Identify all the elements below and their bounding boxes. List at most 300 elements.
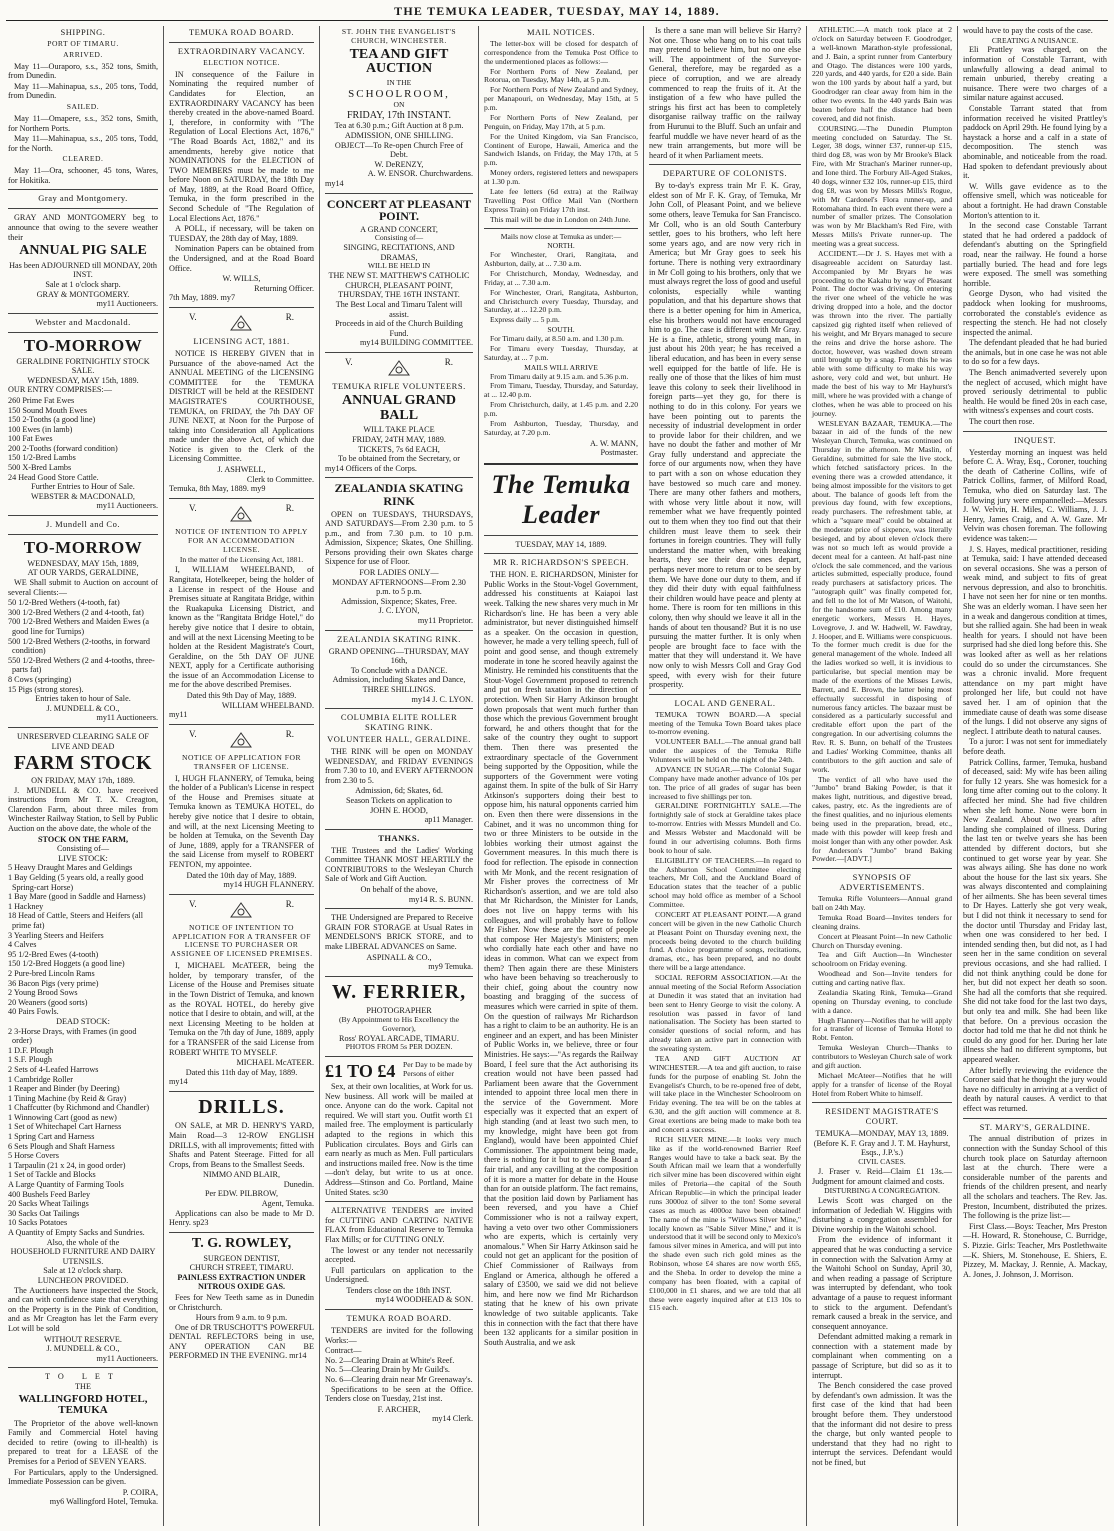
ad-text: Fees for New Teeth same as in Dunedin or Christchurch. [169, 1292, 314, 1312]
stock-list-item: 4 Calves [8, 940, 37, 950]
synopsis-item: Concert at Pleasant Point—In new Catholic Church on Thursday evening. [812, 931, 952, 950]
divider [169, 42, 314, 43]
stock-list-item: 260 Prime Fat Ewes [8, 395, 75, 405]
ad-text: SCHOOLROOM, [348, 88, 450, 100]
column-6 [809, 26, 955, 1526]
ad-text: The Best Local and Timaru Talent will assist. [335, 300, 463, 319]
ad-signature: my11 Auctioneers. [96, 501, 158, 511]
paragraph: To a juror: I was not sent for immediately before death. [963, 737, 1107, 756]
ad-text: PHOTOS FROM 5s PER DOZEN. [345, 1042, 453, 1052]
article-heading: INQUEST. [1014, 434, 1056, 445]
ad-text: HOUSEHOLD FURNITURE AND DAIRY UTENSILS. [10, 1247, 156, 1266]
crest-letter-v: V. [189, 312, 197, 322]
ad-text: On behalf of the above, [360, 885, 438, 895]
divider [169, 724, 314, 725]
article-text: Mails now close at Temuka as under:— [500, 232, 622, 242]
stock-list-item: 10 Sacks Potatoes [8, 1218, 68, 1228]
ad-text: The lowest or any tender not necessarily accepted. [325, 1245, 473, 1265]
crest-letter-r: R. [285, 898, 294, 909]
ad-text: WILL TAKE PLACE [363, 425, 435, 435]
ad-signature: my11 Auctioneers. [96, 713, 158, 723]
ad-text: Has been ADJOURNED till MONDAY, 20th INST. [9, 260, 157, 280]
subheading: CIVIL CASES. [858, 1157, 906, 1167]
ad-signature: J. MUNDELL & CO., [46, 1344, 120, 1354]
ad-text: Also, the whole of the [46, 1237, 120, 1247]
ad-code: my14 [325, 178, 344, 188]
column-rule [478, 26, 479, 1526]
ad-text: Admission, 6d; Skates, 6d. [355, 786, 443, 796]
royal-crest-icon [228, 901, 254, 919]
ad-text: GRAND OPENING—THURSDAY, MAY 16th, [328, 646, 470, 666]
ad-signature: Per EDW. PILBROW, [204, 1189, 279, 1199]
article-text: J. Fraser v. Reid—Claim £1 13s.—Judgment for amount claimed and costs. [812, 1166, 952, 1186]
stock-list-item: 24 Head Good Store Cattle. [8, 472, 99, 482]
ad-signature: my9 Temuka. [428, 962, 473, 972]
article-text: ACCIDENT.—Dr J. S. Hayes met with a disagreeable accident on Saturday last. Accompanied by Mr Bryars he was proceeding to the Kakahu by way of Pleasant Point. The doctor was driving. On entering the river one wheel of the vehicle he was driving dropped into a hole, and the doctor was thrown into the river. The partially capsized gig righted itself when relieved of his weight, and Mr Bryars managed to secure the reins and drive the horse ashore. The doctor, however, was washed down stream until brought up by a snag. From this he was able with some difficulty to make his way ashore, very cold and wet, but unhurt. He made the best of his way to Mr Hayhurst's mill, where he was provided with a change of clothes, when he was able to proceed on his journey. [812, 248, 952, 418]
column-rule [957, 26, 958, 1526]
stock-list-item: 5 Heavy Draught Mares and Geldings [8, 863, 133, 873]
divider [484, 228, 638, 229]
ad-text: OPEN on TUESDAYS, THURSDAYS, AND SATURDAYS—From 2.30 p.m. to 5 p.m., and from 7.30 p.m. to 10 p.m. Admission, Sixpence; Skates, One Shilling. Persons providing their own Skates charge Sixpence for use of Floor. [325, 509, 473, 567]
divider [325, 352, 473, 353]
column-5 [646, 26, 804, 1526]
local-news-item: VOLUNTEER BALL.—The annual grand ball under the auspices of the Temuka Rifle Volunteers will be held on the night of the 24th. [649, 737, 801, 765]
notice-heading: TEMUKA ROAD BOARD. [188, 27, 295, 37]
ad-title: TO-MORROW [23, 537, 143, 557]
works-list [325, 1356, 473, 1385]
notice-signature: MICHAEL McATEER. [236, 1058, 314, 1068]
stock-list-item: 150 Sound Mouth Ewes [8, 405, 87, 415]
synopsis-item: Temuka Rifle Volunteers—Annual grand ball on 24th May. [812, 894, 952, 912]
paragraph: Lewis Scott was charged on the information of Jedediah W. Higgins with disturbing a congregation assembled for Divine worship in the Waitohi school. [812, 1195, 952, 1234]
royal-crest-row [169, 729, 314, 751]
mail-item: From Ashburton, Tuesday, Thursday, and Saturday, at 7.20 p.m. [484, 418, 638, 437]
ad-text: GRAY AND MONTGOMERY beg to announce that owing to the severe weather their [8, 213, 158, 242]
ad-text: OBJECT—To Re-open Church Free of Debt. [334, 140, 464, 160]
mail-list [484, 251, 638, 325]
ad-signature: A. W. ENSOR. Churchwardens. [367, 169, 473, 179]
ad-signature: my11 Auctioneers. [96, 299, 158, 309]
ad-text: Contract— [325, 1346, 362, 1356]
ad-text: THE Undersigned are Prepared to Receive GRAIN FOR STORAGE at Usual Rates in MENDELSON'S BRICK STORE, and to make LIBERAL ADVANCES on Same. [325, 913, 473, 951]
subheading: SOUTH. [547, 325, 575, 335]
notice-heading: NOTICE OF INTENTION TO APPLICATION FOR A TRANSFER OF LICENSE TO PURCHASER OR ASSIGNEE OF LICENSED PREMISES. [170, 922, 313, 959]
ad-signature: ap11 Manager. [424, 815, 473, 825]
synopsis-item: Michael McAteer—Notifies that he will apply for a transfer of license of the Royal Hotel from Robert White to himself. [812, 1070, 952, 1098]
stock-list-item: 1 Set of Whitechapel Cart Harness [8, 1122, 122, 1132]
advertiser-heading: Gray and Montgomery. [38, 193, 128, 204]
mail-item: For Winchester, Orari, Rangitata, and Ashburton, daily, at ... 7.30 a.m. [484, 250, 638, 269]
ad-signature: W. DeRENZY, [374, 159, 424, 169]
paragraph: The court then rose. [969, 417, 1035, 427]
ad-text: IN THE [386, 78, 412, 88]
notice-text: I, MICHAEL McATEER, being the holder, by temporary transfer, of the License of the House and Premises situate in the Town District of Temuka, and known as the ROYAL HOTEL, do hereby give notice that I desire to obtain, and will, at the next Licensing Meeting to be holden at Temuka on the 7th day of June, 1889, apply for a TRANSFER of the said License from ROBERT WHITE TO MYSELF. [169, 961, 314, 1057]
article-heading: ST. MARY'S, GERALDINE. [979, 1121, 1091, 1132]
divider [325, 193, 473, 194]
ad-title: TO-MORROW [23, 335, 143, 355]
local-news-item: TEMUKA TOWN BOARD.—A special meeting of the Temuka Town Board takes place to-morrow evening. [649, 709, 801, 737]
ad-signature: NIMMO AND BLAIR, [202, 1170, 281, 1180]
stock-list-item: 1 Tining Machine (by Reid & Gray) [8, 1093, 127, 1103]
notice-date: Temuka, 8th May, 1889. my9 [169, 484, 266, 494]
local-news-item: TEA AND GIFT AUCTION AT WINCHESTER.—A tea and gift auction, to raise funds for the purpose of enabling St. John the Evangelist's Church, to be re-opened free of debt, will take place in the Winchester Schoolroom on Friday evening. The tea will be on the tables at 6.30, and the gift auction will commence at 8. Great exertions are being made to make both tea and concert a success. [649, 1053, 801, 1134]
ad-text: A GRAND CONCERT, [360, 224, 438, 234]
ad-text: THE NEW ST. MATTHEW'S CATHOLIC CHURCH, PLEASANT POINT, [328, 271, 470, 290]
ad-signature: my14 WOODHEAD & SON. [375, 1295, 473, 1305]
stock-list [8, 396, 158, 482]
ad-text: ALTERNATIVE TENDERS are invited for CUTTING AND CARTING NATIVE FLAX from Educational Reserve to Temuka Flax Mills; or for CUTTING ONLY. [325, 1206, 473, 1244]
royal-crest-icon [228, 731, 254, 749]
works-item: No. 6—Clearing drain near Mr Greenaway's. [325, 1374, 473, 1384]
ad-text: The Proprietor of the above well-known Family and Commercial Hotel having decided to retire (owing to ill-health) is prepared to treat for a LEASE of the Premises for a Period of SEVEN YEARS. [8, 1418, 158, 1466]
ad-text: Sale at 1 o'clock sharp. [45, 279, 121, 289]
article-text: TEMUKA—MONDAY, MAY 13, 1889. [815, 1129, 949, 1139]
notice-signature: Returning Officer. [254, 283, 314, 293]
ad-text: ON FRIDAY, MAY 17th, 1889. [31, 776, 135, 786]
paragraph: The Bench considered the case proved by defendant's own admission. It was the first case of the kind that had been brought before them. They understood that the informant did not desire to press the charge, but only wanted people to understand that they had no right to interrupt the services. Defendant would not be fined, but [812, 1381, 952, 1467]
mail-item: For the United Kingdom, via San Francisco, Continent of Europe, Hawaii, America and the Sandwich Islands, on Friday, the May 17th, at 5 p.m. [484, 131, 638, 168]
article-text: (Before K. F. Gray and J. T. M. Hayhurst, Esqs., J.P.'s.) [813, 1138, 951, 1158]
stock-list-item: 300 1/2-Bred Wethers (2 and 4-tooth, fat) [8, 607, 144, 617]
divider [325, 1309, 473, 1310]
article-text: Late fee letters (6d extra) at the Railway Travelling Post Office Mail Van (Northern Express Train) on Friday 17th inst. [484, 186, 638, 214]
paragraph: J. S. Hayes, medical practitioner, residing at Temuka, said: I have attended deceased on several occasions. She was a person of weak mind, and subject to fits of great nervous depression, and also to bronchitis. I have not seen her for nine or ten months. She was an elderly woman. I have seen her in a weak and dangerous condition at times, but she rallied again. She had been in weak health for years. I should not have been surprised had she died long before this. She was looked after as well as her relations could do so under the circumstances. She was a chronic invalid. More frequent attendance on my part might have prolonged her life, but could not have saved her. I am of opinion that the immediate cause of death was some disease of the lungs. I did not observe any signs of neglect. I attribute death to natural causes. [963, 544, 1107, 736]
ad-text: FRIDAY, 24TH MAY, 1889. [352, 434, 446, 444]
ad-title: ZEALANDIA SKATING RINK [334, 481, 464, 508]
stock-list-item: 500 1/2-Bred Wethers (2-tooths, in forward condition) [8, 636, 150, 656]
divider [8, 727, 158, 728]
stock-list-item: 1 Chaffcutter (by Richmond and Chandler) [8, 1103, 150, 1113]
ad-signature: JOHN E. HOOD, [370, 805, 428, 815]
notice-signature: W. WILLS, [222, 274, 261, 284]
notice-signature: Clerk to Committee. [246, 474, 314, 484]
mail-list [484, 335, 638, 363]
paragraph: The annual distribution of prizes in connection with the Sunday School of this church took place on Saturday afternoon last at the church. There were a considerable number of the parents and friends of the children present, and nearly all the scholars and teachers. The Rev. Jas. Preston, Incumbent, distributed the prizes. The following is the prize list:— [963, 1134, 1107, 1221]
stock-list-item: 20 Sacks Wheat Tailings [8, 1199, 89, 1209]
crest-letter-r: R. [444, 357, 453, 368]
ad-heading: ST. JOHN THE EVANGELIST'S CHURCH, WINCHESTER. [341, 27, 457, 45]
ad-signature: my11 Auctioneers. [96, 1353, 158, 1363]
crest-letter-r: R. [285, 728, 294, 739]
shipping-item: May 11—Mahinapua, s.s., 205 tons, Todd, from Dunedin. [8, 81, 158, 101]
divider [325, 829, 473, 830]
paragraph: First Class.—Boys: Teacher, Mrs Preston—H. Howard, R. Stonehouse, C. Burridge, S. Pizzie. Girls: Teacher, Mrs Postlethwaite—K. Shiers, M. Stonehouse, E. Shiers, E. Pizzey, M. Mackay, J. Rennie, A. Mackay, A. Jones, J. Johnson, J. Morrison. [963, 1221, 1107, 1279]
mail-item: From Timaru daily at 9.15 a.m. and 5.36 p.m. [490, 371, 629, 381]
stock-list-item: 400 Bushels Feed Barley [8, 1189, 91, 1199]
ad-title: ANNUAL PIG SALE [19, 243, 147, 259]
divider [325, 908, 473, 909]
notice-heading: ELECTION NOTICE. [203, 57, 280, 67]
royal-crest-row [169, 312, 314, 334]
ad-signature: my14 J. C. LYON. [411, 694, 473, 704]
stock-list-item: 36 Bacon Pigs (very prime) [8, 978, 99, 988]
mail-item: Express daily ... 5 p.m. [490, 315, 560, 325]
ad-text: To Conclude with a DANCE. [350, 665, 448, 675]
divider [963, 431, 1107, 432]
divider [649, 694, 801, 695]
article-body [812, 1196, 952, 1468]
royal-crest-icon [228, 505, 254, 523]
ad-heading: COLUMBIA ELITE ROLLER SKATING RINK. [340, 712, 458, 733]
column-4 [481, 26, 641, 1526]
advertiser-heading: J. Mundell and Co. [46, 519, 120, 530]
divider [8, 515, 158, 516]
ad-signature: J. MUNDELL & CO., [46, 703, 120, 713]
subheading: NORTH. [547, 241, 575, 251]
divider [8, 1367, 158, 1368]
stock-list-item: 40 Pairs Fowls. [8, 1007, 59, 1017]
article-text: The verdict of all who have used the "Jumbo" brand Baking Powder, is that it makes light, nutritious, and digestive bread, cakes, pastry, etc. As the ingredients are of the finest qualities, and no injurious elements being used in the preparation, bread, etc., made with this powder will keep fresh and moist longer than with any other powder. Ask for Anderson's "Jumbo" brand Baking Powder.—[ADVT.] [812, 774, 952, 864]
stock-list-item: 8 Cows (springing) [8, 674, 72, 684]
royal-crest-row [169, 503, 314, 525]
ad-signature: my14 BUILDING COMMITTEE. [359, 338, 473, 348]
divider [325, 630, 473, 631]
synopsis-list [812, 895, 952, 1098]
notice-signature: WILLIAM WHEELBAND. [221, 700, 314, 710]
ad-text: Sale at 12 o'clock sharp. [43, 1266, 123, 1276]
masthead: THE TEMUKA LEADER, TUESDAY, MAY 14, 1889. [394, 4, 720, 18]
divider [325, 477, 473, 478]
royal-crest-row [325, 357, 473, 379]
ad-text: Entries taken to hour of Sale. [35, 694, 131, 704]
paragraph: George Dyson, who had visited the paddock when looking for mushrooms, corroborated the constable's evidence as respecting the stench. He had not closely inspected the animal. [963, 289, 1107, 337]
paragraph: Eli Prattley was charged, on the information of Constable Tarrant, with unlawfully allowing a dead animal to remain unburied, thereby creating a nuisance. There were two charges of a similar nature against accused. [963, 45, 1107, 103]
synopsis-item: Zealandia Skating Rink, Temuka—Grand opening on Thursday evening, to conclude with a dance. [812, 987, 952, 1015]
ad-text: Admission, including Skates and Dance, THREE SHILLINGS. [332, 675, 466, 694]
column-2 [166, 26, 317, 1526]
article-text: ATHLETIC.—A match took place at 2 o'clock on Saturday between F. Goodrodger, a well-known Marathon-style professional, and J. Bain, a sprint runner from Canterbury and Otago. The distances were 100 yards, 220 yards, and 440 yards, for £20 a side. Bain won the 100 yards by about half a yard, but Goodrodger ran clear away from him in the other two events. In the 440 yards Bain was beaten before half the distance had been covered, and did not finish. [812, 26, 952, 123]
paragraph: Defendant admitted making a remark in connection with a statement made by complainant when commenting on a passage of Scripture, but did so as it to interrupt. [812, 1332, 952, 1380]
column-3 [322, 26, 476, 1526]
ad-text: WITHOUT RESERVE. [44, 1334, 122, 1344]
ad-text: SURGEON DENTIST, [203, 1253, 280, 1263]
subheading: CREATING A NUISANCE. [991, 35, 1079, 45]
advertiser-heading: Webster and Macdonald. [35, 316, 131, 327]
ad-text: ON [393, 99, 405, 109]
stock-list-item: 100 Ewes (in lamb) [8, 424, 73, 434]
ad-heading: THANKS. [378, 832, 420, 843]
ad-text: ON SALE, at MR D. HENRY'S YARD, Main Road—3 12-ROW ENGLISH DRILLS, with all improvements; fitted with Shafts and Patent Steerage. Fitted for all Crops, from Beans to the Smallest Seeds. [169, 1121, 314, 1169]
ad-subheading: DEAD STOCK: [56, 1016, 110, 1026]
divider [169, 307, 314, 308]
divider [484, 553, 638, 554]
crest-letter-v: V. [189, 728, 197, 739]
mail-list [484, 373, 638, 438]
ad-text: Consisting of— [56, 844, 110, 854]
ad-signature: Dunedin. [283, 1179, 314, 1189]
ad-text: The Auctioneers have inspected the Stock, and can with confidence state that everything on the Property is in the Pink of Condition, and as Mr Creagton has let the Farm every Lot will be sold [8, 1285, 158, 1333]
article-heading: LOCAL AND GENERAL. [674, 697, 776, 708]
signature: A. W. MANN, [590, 438, 638, 448]
stock-list-item: 1 Reaper and Binder (by Deering) [8, 1084, 120, 1094]
mail-list [484, 68, 638, 169]
stock-list-item: 20 Weaners (good sorts) [8, 997, 88, 1007]
mail-item: For Northern Ports of New Zealand, per Rotorua, on Tuesday, May 14th, at 5 p.m. [484, 66, 638, 85]
stock-list-item: 1 D.F. Plough [8, 1045, 54, 1055]
stock-list-item: 1 Hackney [8, 901, 44, 911]
article-text: By to-day's express train Mr F. K. Gray, eldest son of Mr F. K. Gray, of Temuka, Mr John Coll, of Pleasant Point, and we believe some others, leave Temuka for San Francisco. Mr Coll, who is an old South Canterbury settler, goes to his brothers, who left here some years ago, and are now very rich in America; but Mr Gray goes to seek his fortune. There is nothing very extraordinary in Mr Coll going to his brothers, only that we must always regret the loss of good and useful colonists, especially while wanting population, and that his departure shows that there is a better opening for him in America, else his brothers would not have encouraged him to go. The case is different with Mr Gray. He is a fine, athletic, strong young man, in just about his 20th year; he has received a liberal education, and has been in every sense well equipped for the battle of life. He is really one of those that the likes of him must leave this colony to seek their livelihood in foreign parts—yet they go, for there is nothing to do in this colony. For years we have been pointing out to parents the necessity of industrial development in order to provide labor for their children, and we have no doubt the father and mother of Mr Gray fully understand and appreciate the force of our arguments now, when they have to part with a son on whose education they have bestowed so much care and money. There are many other fathers and mothers, with whose very little about it now, will remember what we have frequently pointed out to them when they too find out that their children must leave them to seek their fortunes in foreign countries. They will fully understand the matter when, with breaking hearts, they see their dear ones depart, perhaps never more to return or to be seen by them. We have done our duty to them, and if they did their duty with equal faithfulness their children would have peace and plenty at home. There is room for ten millions in this colony, then why should we leave it all in the hands of about ten thousand? But it is no use pursuing the matter further. It is only when people are brought face to face with the matter that they will understand it. We have now only to wish Messrs Coll and Gray God speed, with every wish for their future prosperity. [649, 181, 801, 690]
ad-text: FRIDAY, 17th INSTANT. [346, 109, 452, 121]
crest-letter-r: R. [285, 502, 294, 513]
stock-list-item: 3 Yearling Steers and Heifers [8, 930, 104, 940]
mail-item: For Timaru every Tuesday, Thursday, at Saturday, at ... 7 p.m. [484, 343, 638, 362]
ad-text: UNRESERVED CLEARING SALE OF LIVE AND DEAD [17, 731, 149, 751]
stock-list-item: 200 2-Tooths (forward condition) [8, 443, 118, 453]
ad-text: Tenders close on the 18th INST. [346, 1285, 452, 1295]
cleared-heading: CLEARED. [62, 154, 104, 164]
works-item: No. 2—Clearing Drain at White's Reef. [325, 1355, 455, 1365]
divider [169, 1091, 314, 1092]
ad-signature: my14 R. S. BUNN. [408, 894, 473, 904]
stock-list-item: 700 1/2-Bred Wethers and Maiden Ewes (a good line for Turnips) [8, 617, 150, 636]
synopsis-item: Temuka Road Board—Invites tenders for cleaning drains. [812, 912, 952, 931]
ad-title: TO LET [45, 1372, 121, 1382]
notice-heading: NOTICE OF APPLICATION FOR TRANSFER OF LICENSE. [181, 752, 302, 771]
ad-signature: GRAY & MONTGOMERY. [36, 289, 130, 299]
mail-item: From Christchurch, daily, at 1.45 p.m. and 2.20 p.m. [484, 400, 638, 419]
ad-text: TENDERS are invited for the following Works:— [325, 1326, 473, 1345]
notice-heading: NOTICE OF INTENTION TO APPLY FOR AN ACCOMMODATION LICENSE. [175, 526, 308, 554]
article-body [963, 1134, 1107, 1279]
local-news-item: ELIGIBILITY OF TEACHERS.—In regard to the Ashburton School Committee electing teachers, Mr Coll, and the Auckland Board of Education states that the teacher of a public school may hold office as member of a School Committee. [649, 855, 801, 910]
ad-text: Specifications to be seen at the Office. Tenders close on Tuesday, 21st inst. [325, 1384, 473, 1404]
paragraph: Patrick Collins, farmer, Temuka, husband of deceased, said: My wife has been ailing for fully 12 years. She was homesick for a long time after coming out to the colony. It affected her mind. She had five children when she left home. None were born in New Zealand. About two years after landing she complained of illness. During the last ten or twelve years she has been attended by different doctors, but she continued to get worse year by year. She was always ailing. She has done no work about the house for the last six years. She was always discontented and complaining of her ailments. She has been several times to Dr Hayes. Latterly she got very weak, but I did not think it necessary to send for the doctor until Thursday and Friday last, when one was considered to her bed. I intended sending then, but did not, as I had seen her in the same condition on several previous occasions, and she had rallied. I did not think anything could be done for her, but did not expect her death so soon. She had all the comforts that she required. She did not take food for the last two days, but only tea and milk. She had been like that before. On a previous occasion the doctor had told me that he did not think he could do any good for her. During her late illness she had no different symptoms, but appeared weaker. [963, 757, 1107, 1064]
divider [8, 189, 158, 190]
stock-list-item: 2 3-Horse Drays, with Frames (in good order) [8, 1026, 137, 1046]
stock-list-item: 18 Head of Cattle, Steers and Heifers (all prime fat) [8, 911, 144, 930]
article-heading: RESIDENT MAGISTRATE'S COURT. [825, 1106, 939, 1127]
stock-list [8, 1027, 158, 1238]
ad-text: Season Tickets on application to [346, 795, 452, 805]
ad-text: Admission, Sixpence; Skates, Free. [341, 596, 457, 606]
stock-list-item: 550 1/2-Bred Wethers (2 and 4-tooths, three-parts fat) [8, 655, 155, 675]
issue-date: TUESDAY, MAY 14, 1889. [515, 539, 607, 549]
divider [325, 976, 473, 977]
article-text: Money orders, registered letters and newspapers at 1.30 p.m. [484, 168, 638, 187]
divider [963, 1118, 1107, 1119]
column-1 [5, 26, 161, 1526]
notice-signature: J. ASHWELL, [217, 465, 266, 475]
notice-heading: EXTRAORDINARY VACANCY. [177, 45, 306, 56]
local-news-item: CONCERT AT PLEASANT POINT.—A grand concert will be given in the new Catholic Church at Pleasant Point on Thursday evening next, the proceeds being devoted to the church building fund. A choice programme of songs, recitations, dramas, etc., has been prepared, and no doubt there will be a large attendance. [649, 909, 801, 973]
local-news-item: RICH SILVER MINE.—It looks very much like as if the world-renowned Barrier Reef Ranges would have to take a back seat. By the South African mail we learn that a wonderfully rich silver mine has been discovered within eight miles of Pretoria—the capital of the South African Republic—in which the principal leader runs 3000oz of silver to the ton! Some several cases as much as 4000oz have been obtained! The name of the mine is "Willows Silver Mine," locally known as "Sable Silver Mine," and it is understood that it will be second only to Mexico's famous silver mines in America, and will put into the shade even such rich gold mines as the Robinson, whose £4 shares are now worth £65, and the Sheba. In order to develop the mine a company has been floated, with a capital of £100,000 in £1 shares, and we are told that all these were eagerly inquired after at £13 10s to £15 each. [649, 1134, 801, 1313]
stock-list-item: 1 Bay Mare (good in Saddle and Harness) [8, 892, 146, 902]
crest-letter-v: V. [345, 357, 353, 368]
ad-signature: J. C. LYON, [378, 606, 420, 616]
paragraph: The Bench animadverted severely upon the neglect of accused, which might have proved seriously detrimental to public health. He would be fined 20s in each case, with witness's expenses and court costs. [963, 368, 1107, 416]
local-news-item: ADVANCE IN SUGAR.—The Colonial Sugar Company have made another advance of 10s per ton. The price of all grades of sugar has been increased to five shillings per ton. [649, 764, 801, 801]
stock-list-item: A Large Quantity of Farming Tools [8, 1180, 124, 1190]
column-rule [806, 26, 807, 1526]
ad-text: J. MUNDELL & CO. have received instructions from Mr T. X. Creagton, Clarendon Farm, about three miles from Winchester Railway Station, to Sell by Public Auction on the above date, the whole of the [8, 785, 158, 834]
ad-text: TICKETS, 7s 6d EACH, [358, 444, 440, 454]
ad-title: TEA AND GIFT AUCTION [349, 46, 449, 77]
local-news-item: GERALDINE FORTNIGHTLY SALE.—The fortnightly sale of stock at Geraldine takes place to-morrow. Entries with Messrs Mundell and Co. and Messrs Webster and Macdonald will be found in our advertising columns. Both firms book to hour of sale. [649, 801, 801, 855]
stock-list-item: 1 Bay Gelding (5 years old, a really good Spring-cart Horse) [8, 873, 144, 892]
newspaper-nameplate: The Temuka Leader [491, 469, 631, 530]
subheading: MAILS WILL ARRIVE [524, 362, 598, 372]
ad-text: Proceeds in aid of the Church Building Fund. [335, 319, 463, 338]
ad-signature: P. COIRA, [122, 1487, 158, 1497]
stock-list-item: 150 2-Tooths (a good line) [8, 415, 96, 425]
ad-text: Per Day to be made by Persons of either [403, 1059, 473, 1078]
ad-text: CHURCH STREET, TIMARU. [189, 1263, 294, 1273]
ad-text: For Particulars, apply to the Undersigned. Immediate Possession can be given. [8, 1467, 158, 1487]
notice-text: I, HUGH FLANNERY, of Temuka, being the holder of a Publican's License in respect of the House and Premises situate at Temuka known as TEMUKA HOTEL, do hereby give notice that I desire to obtain, and will, at the next Licensing Meeting to be holden at Temuka, on the Seventh Day of June, 1889, apply for a TRANSFER of the said License from myself to ROBERT FENTON, my appointee. [169, 773, 314, 869]
synopsis-item: Temuka Wesleyan Church—Thanks to contributors to Wesleyan Church sale of work and gift auction. [812, 1043, 952, 1070]
stock-list-item: 1 Set of Tackle and Blocks [8, 1170, 96, 1180]
article-heading: SYNOPSIS OF ADVERTISEMENTS. [839, 872, 925, 893]
ad-text: THE Trustees and the Ladies' Working Committee THANK MOST HEARTILY the CONTRIBUTORS to the Wesleyan Church Sale of Work and Gift Auction. [325, 845, 473, 884]
paragraph: After briefly reviewing the evidence the Coroner said that he thought the jury would have no difficulty in arriving at a verdict of death by natural causes. A verdict to that effect was returned. [963, 1065, 1107, 1113]
ad-signature: my14 Clerk. [432, 1414, 473, 1424]
notice-date: 7th May, 1889. my7 [169, 293, 236, 303]
shipping-item: May 11—Mahinapua, s.s., 205 tons, Todd, for the North. [8, 134, 158, 153]
ad-text: MONDAY AFTERNOONS—From 2.30 p.m. to 5 p.m. [332, 577, 466, 597]
ad-title: FARM STOCK [13, 752, 153, 775]
section-heading: MAIL NOTICES. [526, 27, 596, 37]
ad-heading: ZEALANDIA SKATING RINK. [337, 633, 461, 644]
notice-code: my11 [169, 710, 188, 720]
ad-signature: Agent, Temuka. [261, 1199, 314, 1209]
notice-text: In the matter of the Licensing Act, 1881. [179, 555, 304, 565]
divider [325, 1056, 473, 1057]
stock-list-item: 100 Fat Ewes [8, 434, 53, 444]
crest-letter-v: V. [189, 502, 197, 513]
divider [169, 498, 314, 499]
notice-text: I, WILLIAM WHEELBAND, of Rangitata, Hotelkeeper, being the holder of a License in respect of the House and Premises situate at Rangitata Bridge, within the Ruakapuka Licensing District, and known as the "Rangitata Bridge Hotel," do hereby give notice that I desire to obtain, and will at the next Licensing Meeting to be holden at the Resident Magistrate's Court, Geraldine, on the 5th DAY OF JUNE NEXT, apply for a Certificate authorising the issue of an Accommodation License to me for the above described Premises. [169, 565, 314, 690]
synopsis-item: Hugh Flannery—Notifies that he will apply for a transfer of license of Temuka Hotel to Robt. Fenton. [812, 1015, 952, 1043]
stock-list-item: 6 Sets Plough and Shaft Harness [8, 1141, 115, 1151]
ad-signature: my6 Wallingford Hotel, Temuka. [49, 1497, 158, 1507]
divider [8, 313, 158, 314]
ad-text: OUR ENTRY COMPRISES:— [8, 385, 112, 395]
sailed-heading: SAILED. [66, 102, 100, 112]
royal-crest-icon [386, 359, 412, 377]
royal-crest-row [169, 899, 314, 921]
ad-title: W. FERRIER, [331, 980, 467, 1003]
article-text: This mail will be due in London on 24th June. [490, 214, 631, 224]
column-rule [319, 26, 320, 1526]
divider [8, 208, 158, 209]
stock-list-item: 150 1/2-Bred Lambs [8, 453, 76, 463]
divider [812, 868, 952, 869]
divider [484, 463, 638, 465]
ad-text: STOCK ON THE FARM, [37, 834, 129, 844]
ad-heading: TEMUKA ROAD BOARD. [346, 1313, 452, 1324]
ad-text: (By Appointment to His Excellency the Governor), [338, 1014, 459, 1033]
ad-text: SINGING, RECITATIONS, AND DRAMAS, [343, 243, 455, 262]
shipping-item: May 11—Ora, schooner, 45 tons, Wares, for Hokitika. [8, 166, 158, 185]
notice-date: Dated the 10th day of May, 1889. [186, 870, 297, 880]
article-heading: MR R. RICHARDSON'S SPEECH. [493, 557, 629, 568]
ad-text: WEDNESDAY, MAY 15th, 1889, [27, 558, 139, 568]
stock-list-item: 15 Pigs (strong stores). [8, 684, 84, 694]
notice-text: Nomination Papers can be obtained from the Undersigned, and at the Road Board Office. [169, 244, 314, 273]
notice-date: Dated this 11th day of May, 1889. [185, 1067, 298, 1077]
ad-text: Sex, at their own localities, at Work for us. New business. All work will be mailed at once. Anyone can do the work. Capital not required. We will start you. Outfit worth £1 mailed free. The employment is particularly adapted to the regions in which this Publication circulates. Boys and Girls can earn nearly as much as Men. Full particulars and instructions mailed free. Now is the time—don't delay, but write to us at once. Address—Stinson and Co. Portland, Maine United States. sc30 [325, 1082, 473, 1197]
ad-signature: ASPINALL & CO., [366, 952, 432, 962]
stock-list-item: 50 1/2-Bred Wethers (4-tooth, fat) [8, 598, 120, 608]
stock-list-item: 2 Pure-bred Lincoln Rams [8, 968, 95, 978]
ad-text: ADMISSION, ONE SHILLING. [344, 131, 454, 141]
divider [812, 1102, 952, 1103]
stock-list-item: 2 Young Brood Sows [8, 988, 78, 998]
ad-text: Applications can also be made to Mr D. Henry. sp23 [169, 1208, 314, 1228]
stock-list [8, 863, 158, 1017]
paragraph: In the second case Constable Tarrant stated that he had ordered a paddock of defendant's abutting on the Springfield road, near the railway. He found a horse partially buried. The head and fore legs were exposed. The smell was something horrible. [963, 221, 1107, 288]
stock-list-item: 2 Sets of 4-Leafed Harrows [8, 1064, 99, 1074]
